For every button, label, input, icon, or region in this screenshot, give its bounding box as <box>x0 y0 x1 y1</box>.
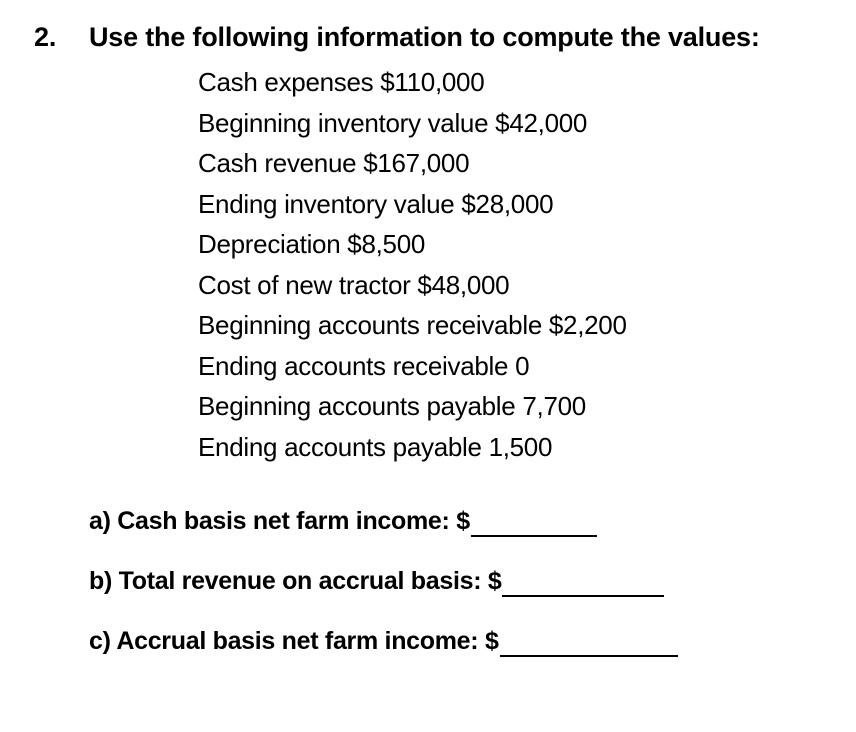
part-a-answer-blank[interactable] <box>471 507 597 537</box>
info-item-depreciation: Depreciation $8,500 <box>198 229 426 259</box>
info-item-ending-inventory: Ending inventory value $28,000 <box>198 188 554 219</box>
info-item-cash-expenses: Cash expenses $110,000 <box>198 67 485 97</box>
part-a <box>89 507 678 567</box>
question-prompt: Use the following information to compute the values: <box>89 22 760 52</box>
info-item-beginning-payable: Beginning accounts payable 7,700 <box>198 391 586 421</box>
info-item-cash-revenue: Cash revenue $167,000 <box>198 148 470 178</box>
part-c <box>89 627 678 687</box>
info-item-beginning-inventory: Beginning inventory value $42,000 <box>198 107 588 138</box>
info-item-ending-payable: Ending accounts payable 1,500 <box>198 431 553 462</box>
part-b-answer-blank[interactable] <box>502 567 664 597</box>
info-item-ending-receivable: Ending accounts receivable 0 <box>198 350 530 381</box>
question-parts <box>89 507 678 687</box>
info-item-new-tractor-cost: Cost of new tractor $48,000 <box>198 269 510 300</box>
part-b-label: b) Total revenue on accrual basis: $ <box>89 567 502 595</box>
part-c-label: c) Accrual basis net farm income: $ <box>89 627 499 655</box>
given-information-list <box>198 62 627 467</box>
question-heading <box>34 22 760 53</box>
info-item-beginning-receivable: Beginning accounts receivable $2,200 <box>198 310 627 340</box>
part-a-label: a) Cash basis net farm income: $ <box>89 507 470 535</box>
question-number: 2. <box>34 22 57 52</box>
part-c-answer-blank[interactable] <box>500 627 678 657</box>
part-b <box>89 567 678 627</box>
